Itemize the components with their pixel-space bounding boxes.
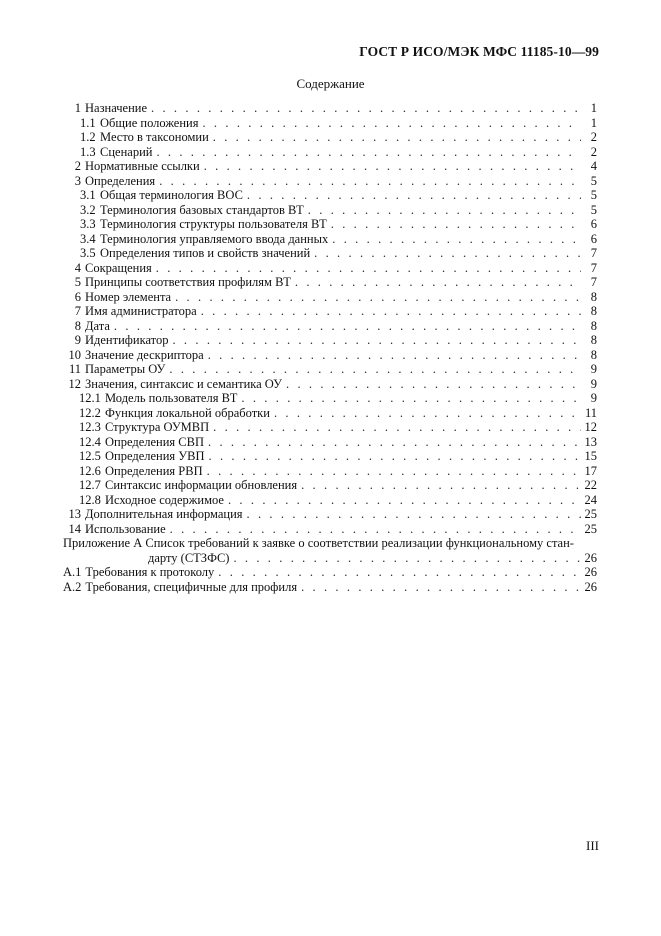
toc-entry-number: 3.2	[80, 202, 96, 217]
toc-entry-number: 5	[74, 275, 81, 289]
toc-entry	[63, 290, 597, 305]
toc-entry-label: Определения	[85, 173, 156, 188]
toc-entry	[63, 116, 597, 131]
appendix-title-continued: дарту (СТЗФС)	[148, 550, 230, 565]
toc-entry-label: Параметры ОУ	[85, 362, 166, 376]
toc-entry-label: Терминология базовых стандартов ВТ	[100, 202, 304, 217]
toc-entry-page: 26	[584, 565, 597, 579]
toc-entry-label: Требования к протоколу	[85, 565, 215, 579]
toc-entry-number: 3.5	[80, 246, 96, 260]
toc-entry-label: Дополнительная информация	[85, 507, 243, 521]
toc-entry-page: 7	[590, 260, 597, 275]
toc-entry-page: 2	[590, 130, 597, 144]
toc-entry-page: 1	[590, 101, 597, 115]
toc-entry-label: Номер элемента	[85, 289, 172, 304]
page-number: III	[586, 838, 599, 853]
toc-entry-number: А.2	[63, 579, 82, 594]
toc-entry	[63, 406, 597, 421]
toc-entry-page: 25	[584, 507, 597, 521]
toc-entry-label: Определения УВП	[105, 449, 205, 463]
toc-entry	[63, 435, 597, 450]
toc-entry-number: 14	[68, 521, 81, 536]
toc-entry	[63, 580, 597, 595]
toc-entry-number: 3.3	[80, 217, 96, 231]
toc-entry	[63, 565, 597, 580]
toc-entry	[63, 188, 597, 203]
toc-entry-label: Имя администратора	[85, 304, 197, 318]
toc-entry	[63, 246, 597, 261]
toc-entry-page: 2	[590, 144, 597, 159]
toc-entry-label: Использование	[85, 521, 166, 536]
toc-entry-label: Идентификатор	[85, 333, 169, 347]
appendix-title: Приложение А Список требований к заявке о соответствии реализации функциональному стан-	[63, 536, 574, 550]
toc-entry-label: Общая терминология ВОС	[100, 188, 243, 202]
toc-entry-page: 8	[590, 318, 597, 333]
toc-entry-number: А.1	[63, 565, 82, 579]
toc-entry-label: Структура ОУМВП	[105, 420, 210, 434]
table-of-contents	[63, 101, 597, 594]
toc-entry-page: 12	[584, 420, 597, 434]
toc-entry	[63, 261, 597, 276]
toc-entry-label: Значения, синтаксис и семантика ОУ	[85, 376, 282, 391]
toc-entry-number: 3.4	[80, 231, 96, 246]
toc-entry-number: 12	[68, 376, 81, 391]
toc-entry-page: 1	[590, 115, 597, 130]
toc-entry-number: 12.4	[79, 434, 101, 449]
toc-entry-number: 1.1	[80, 115, 96, 130]
toc-entry-label: Место в таксономии	[100, 130, 209, 144]
toc-entry-number: 12.2	[79, 405, 101, 420]
toc-entry-page: 11	[584, 405, 597, 420]
toc-entry-label: Назначение	[85, 101, 148, 115]
toc-entry-page: 26	[584, 550, 597, 565]
toc-entry-number: 7	[74, 304, 81, 318]
toc-entry	[63, 362, 597, 377]
toc-entry-label: Терминология управляемого ввода данных	[100, 231, 329, 246]
toc-entry-number: 2	[74, 159, 81, 173]
toc-entry-page: 9	[590, 362, 597, 376]
toc-entry	[63, 333, 597, 348]
toc-entry-page: 5	[590, 173, 597, 188]
toc-entry-label: Терминология структуры пользователя ВТ	[100, 217, 327, 231]
toc-entry-page: 6	[590, 217, 597, 231]
toc-entry-label: Определения типов и свойств значений	[100, 246, 311, 260]
toc-entry-number: 4	[74, 260, 81, 275]
toc-entry-page: 9	[590, 391, 597, 405]
toc-entry-number: 12.1	[79, 391, 101, 405]
toc-entry-label: Значение дескриптора	[85, 347, 204, 362]
toc-entry	[63, 304, 597, 319]
standard-header: ГОСТ Р ИСО/МЭК МФС 11185-10—99	[359, 44, 599, 59]
toc-entry	[63, 130, 597, 145]
toc-entry-page: 17	[584, 463, 597, 478]
toc-entry-number: 12.5	[79, 449, 101, 463]
toc-entry-page: 24	[584, 492, 597, 507]
toc-entry-number: 12.6	[79, 463, 101, 478]
toc-entry-number: 10	[68, 347, 81, 362]
toc-entry-page: 25	[584, 521, 597, 536]
toc-entry-page: 13	[584, 434, 597, 449]
toc-entry-label: Модель пользователя ВТ	[105, 391, 238, 405]
toc-entry	[63, 348, 597, 363]
toc-entry	[63, 174, 597, 189]
toc-entry-label: Сценарий	[100, 144, 153, 159]
toc-entry	[63, 464, 597, 479]
toc-entry-number: 3	[74, 173, 81, 188]
toc-entry-number: 12.7	[79, 478, 101, 492]
toc-entry-label: Требования, специфичные для профиля	[85, 579, 298, 594]
toc-entry	[63, 232, 597, 247]
toc-entry-number: 9	[74, 333, 81, 347]
toc-entry	[63, 522, 597, 537]
toc-entry-page: 6	[590, 231, 597, 246]
toc-entry-number: 1.3	[80, 144, 96, 159]
toc-entry	[63, 420, 597, 435]
toc-entry	[63, 478, 597, 493]
toc-entry-number: 12.3	[79, 420, 101, 434]
toc-entry-page: 8	[590, 304, 597, 318]
toc-entry-label: Определения РВП	[105, 463, 203, 478]
toc-entry-number: 11	[68, 362, 81, 376]
toc-entry	[63, 217, 597, 232]
toc-entry-number: 6	[74, 289, 81, 304]
toc-entry	[63, 145, 597, 160]
toc-entry-label: Сокращения	[85, 260, 152, 275]
toc-entry	[63, 159, 597, 174]
toc-entry-label: Исходное содержимое	[105, 492, 224, 507]
toc-entry-page: 9	[590, 376, 597, 391]
toc-entry-page: 26	[584, 579, 597, 594]
toc-entry	[63, 275, 597, 290]
toc-entry-page: 5	[590, 188, 597, 202]
toc-entry	[63, 377, 597, 392]
toc-entry-number: 13	[68, 507, 81, 521]
toc-entry-number: 8	[74, 318, 81, 333]
toc-entry	[63, 101, 597, 116]
toc-entry	[63, 319, 597, 334]
toc-entry	[63, 449, 597, 464]
toc-entry-label: Принципы соответствия профилям ВТ	[85, 275, 291, 289]
toc-entry-page: 7	[590, 246, 597, 260]
toc-entry-label: Дата	[85, 318, 110, 333]
toc-entry-label: Общие положения	[100, 115, 199, 130]
page-title: Содержание	[296, 76, 365, 91]
toc-entry-page: 4	[590, 159, 597, 173]
toc-entry	[63, 391, 597, 406]
toc-entry-page: 15	[584, 449, 597, 463]
toc-entry-appendix	[63, 551, 597, 566]
toc-entry-number: 12.8	[79, 492, 101, 507]
toc-entry-label: Синтаксис информации обновления	[105, 478, 298, 492]
toc-entry-number: 1.2	[80, 130, 96, 144]
toc-entry-page: 8	[590, 333, 597, 347]
toc-entry-page: 22	[584, 478, 597, 492]
toc-entry	[63, 493, 597, 508]
toc-entry-label: Нормативные ссылки	[85, 159, 200, 173]
toc-entry-page: 7	[590, 275, 597, 289]
toc-entry	[63, 507, 597, 522]
toc-entry-page: 5	[590, 202, 597, 217]
toc-entry-page: 8	[590, 289, 597, 304]
toc-entry-number: 3.1	[80, 188, 96, 202]
toc-entry-number: 1	[74, 101, 81, 115]
toc-entry	[63, 203, 597, 218]
toc-entry-label: Определения СВП	[105, 434, 204, 449]
toc-entry-label: Функция локальной обработки	[105, 405, 270, 420]
toc-entry-page: 8	[590, 347, 597, 362]
